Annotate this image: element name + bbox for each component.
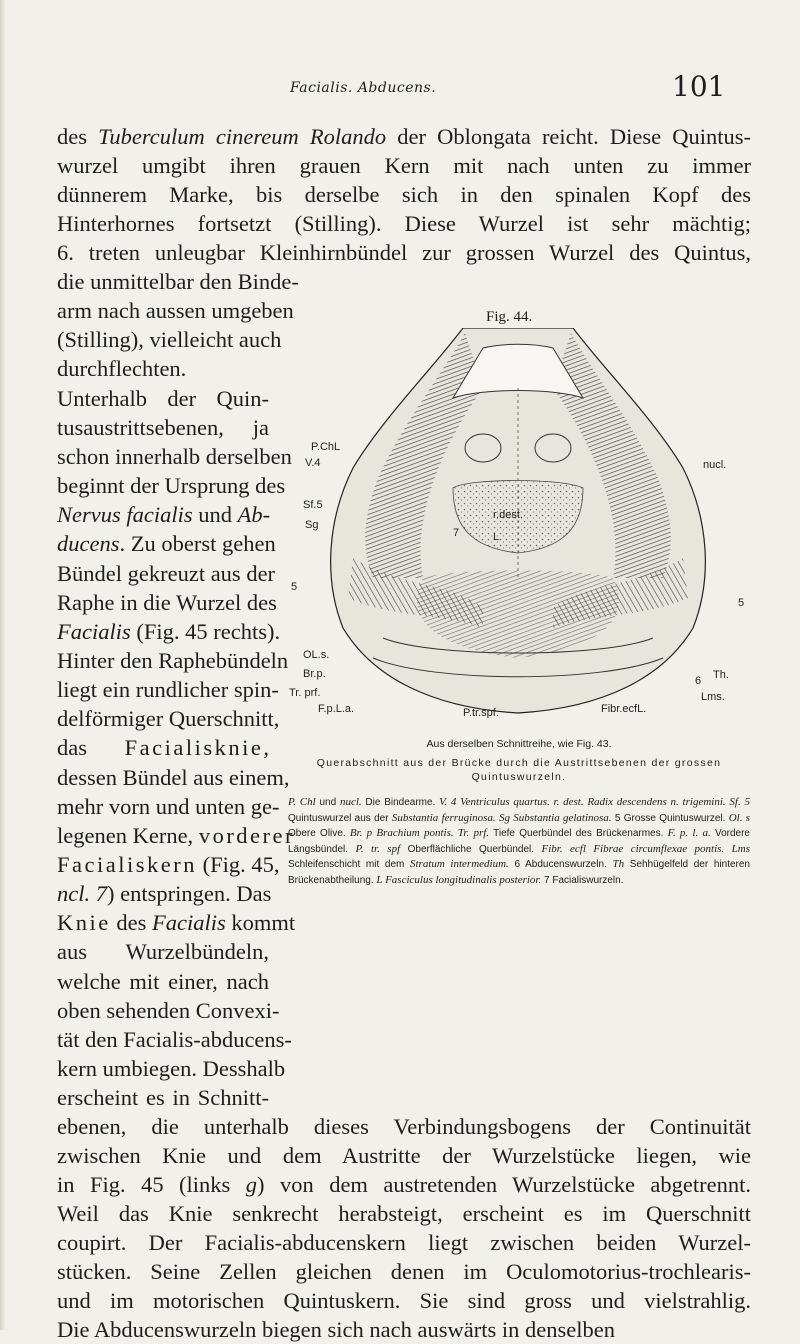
text-line: ebenen, die unterhalb dieses Verbindungsbogens der Continuität <box>57 1114 751 1139</box>
text-line: Knie des Facialis kommt <box>57 910 296 936</box>
figure-caption-source: Aus derselben Schnittreihe, wie Fig. 43. <box>426 738 612 750</box>
text-line: aus Wurzelbündeln, <box>57 939 269 965</box>
text-line: die unmittelbar den Binde- <box>57 269 299 294</box>
text-line: dünnerem Marke, bis derselbe sich in den spinalen Kopf des <box>57 182 751 207</box>
text-line: (Stilling), vielleicht auch <box>57 327 282 353</box>
text-line: ducens. Zu oberst gehen <box>57 531 276 557</box>
text-line: dessen Bündel aus einem, <box>57 764 290 790</box>
text-line: coupirt. Der Facialis-abducenskern liegt zwischen beiden Wurzel- <box>57 1230 751 1255</box>
text-line: wurzel umgibt ihren grauen Kern mit nach unten zu immer <box>57 153 751 178</box>
text-line: mehr vorn und unten ge- <box>57 793 280 819</box>
text-line: Raphe in die Wurzel des <box>57 589 277 615</box>
label-tr-prf: Tr. prf. <box>289 687 321 699</box>
text-line: durchflechten. <box>57 356 187 382</box>
text-line: 6. treten unleugbar Kleinhirnbündel zur grossen Wurzel des Quintus, <box>57 240 751 265</box>
text-line: zwischen Knie und dem Austritte der Wurzelstücke liegen, wie <box>57 1143 751 1168</box>
label-br-p: Br.p. <box>303 668 326 680</box>
text-line: oben sehenden Convexi- <box>57 997 280 1023</box>
text-line: Facialiskern (Fig. 45, <box>57 852 280 877</box>
text-line: beginnt der Ursprung des <box>57 473 286 499</box>
label-lms: Lms. <box>701 691 725 703</box>
text-line: Hinter den Raphebündeln <box>57 647 289 673</box>
text-line: das Facialisknie, <box>57 735 269 761</box>
label-v4: V.4 <box>305 457 321 469</box>
text-line: delförmiger Querschnitt, <box>57 706 280 732</box>
label-5-right: 5 <box>738 597 745 609</box>
text-line: Hinterhornes fortsetzt (Stilling). Diese Wurzel ist sehr mächtig; <box>57 211 751 236</box>
text-line: ncl. 7) entspringen. Das <box>57 881 272 907</box>
label-th: Th. <box>713 669 729 681</box>
label-sf5: Sf.5 <box>303 499 323 511</box>
label-p-chl: P.ChL <box>311 441 341 453</box>
label-nucl: nucl. <box>703 459 727 471</box>
label-l: L <box>493 531 500 543</box>
text-line: welche mit einer, nach <box>57 968 269 994</box>
figure-label: Fig. 44. <box>486 309 533 325</box>
text-line: und im motorischen Quintuskern. Sie sind gross und vielstrahlig. <box>57 1288 751 1313</box>
label-p-tr-spf: P.tr.spf. <box>463 707 499 718</box>
figure-illustration <box>283 328 751 718</box>
text-line: Unterhalb der Quin- <box>57 385 269 411</box>
text-line: tusaustrittsebenen, ja <box>57 414 269 440</box>
figure-caption-title: Querabschnitt aus der Brücke durch die Austrittsebenen der grossen Quintuswurzeln. <box>316 757 722 783</box>
scan-edge-shadow <box>0 0 6 1330</box>
text-line: Facialis (Fig. 45 rechts). <box>57 618 281 644</box>
label-ol-s: OL.s. <box>303 649 330 661</box>
text-line: Nervus facialis und Ab- <box>57 502 271 528</box>
text-line: schon innerhalb derselben <box>57 443 292 469</box>
text-line: in Fig. 45 (links g) von dem austretenden Wurzelstücke abgetrennt. <box>57 1172 751 1197</box>
text-line: liegt ein rundlicher spin- <box>57 677 279 703</box>
text-line: stücken. Seine Zellen gleichen denen im Oculomotorius-trochlearis- <box>57 1259 751 1284</box>
text-line: tät den Facialis-abducens- <box>57 1026 292 1052</box>
label-sg: Sg <box>305 519 319 531</box>
text-line: kern umbiegen. Desshalb <box>57 1056 286 1082</box>
label-fibr-ecfl: Fibr.ecfL. <box>601 703 647 715</box>
page-number: 101 <box>672 70 726 103</box>
text-line: erscheint es in Schnitt- <box>57 1085 269 1111</box>
label-f-p-l-a: F.p.L.a. <box>318 703 355 715</box>
running-title: Facialis. Abducens. <box>290 80 437 96</box>
text-line: Die Abducenswurzeln biegen sich nach auswärts in denselben <box>57 1317 615 1342</box>
text-line: arm nach aussen umgeben <box>57 298 294 324</box>
label-r-dest: r.dest. <box>493 509 523 521</box>
label-6: 6 <box>695 675 702 687</box>
text-line: des Tuberculum cinereum Rolando der Oblongata reicht. Diese Quintus- <box>57 124 751 149</box>
text-line: legenen Kerne, vorderer <box>57 822 296 848</box>
label-7: 7 <box>453 527 460 539</box>
figure-legend: P. Chl und nucl. Die Bindearme. V. 4 Ventriculus quartus. r. dest. Radix descendens n. trigemini. Sf. 5 Quintuswurzel aus der Substantia ferruginosa. Sg Substantia gelatinosa. 5 Grosse Quintuswurzel. Ol. s Obere Olive. Br. p Brachium pontis. Tr. prf. Tiefe Querbündel des Brückenarmes. F. p. l. a. Vordere Längsbündel. P. tr. spf Oberflächliche Querbündel. Fibr. ecfl Fibrae circumflexae pontis. Lms Schleifenschicht mit dem Stratum intermedium. 6 Abducenswurzeln. Th Sehhügelfeld der hinteren Brückenabtheilung. L Fasciculus longitudinalis posterior. 7 Facialiswurzeln. <box>288 796 750 886</box>
text-line: Bündel gekreuzt aus der <box>57 560 276 586</box>
label-5-left: 5 <box>291 581 298 593</box>
text-line: Weil das Knie senkrecht herabsteigt, erscheint es im Querschnitt <box>57 1201 751 1226</box>
